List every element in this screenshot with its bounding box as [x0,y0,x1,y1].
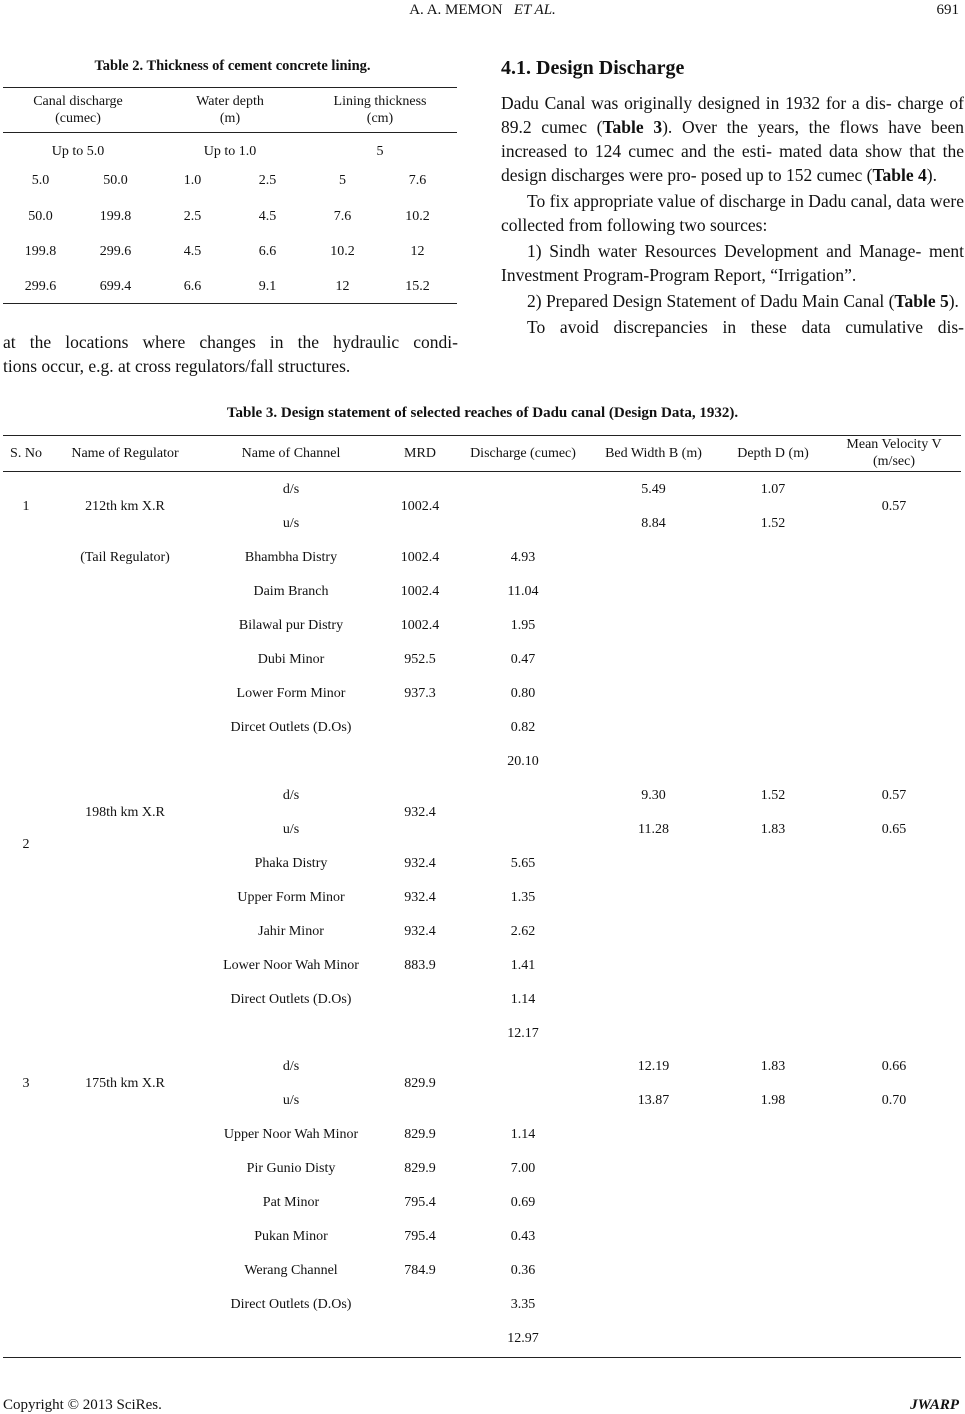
table2-cell: 12 [410,244,425,259]
table3-depth: 1.98 [760,1093,786,1108]
table3-header-channel: Name of Channel [241,446,341,461]
table2-cell: 5 [376,144,384,159]
table2-col-lining: Lining thickness (cm) [333,94,427,126]
table3-channel-discharge: 1.95 [510,618,536,633]
table3-upstream-label: u/s [282,1093,300,1108]
table3-channel-mrd: 829.9 [404,1127,436,1142]
table3-bed-width: 11.28 [638,822,669,837]
table3-channel-name: Direct Outlets (D.Os) [230,1297,352,1312]
table3-bottom-rule [3,1357,961,1358]
table3-bed-width: 13.87 [637,1093,670,1108]
table3-channel-discharge: 0.43 [510,1229,536,1244]
table2-cell: 4.5 [183,244,202,259]
table3-channel-mrd: 883.9 [404,958,436,973]
table3-channel-discharge: 11.04 [507,584,539,599]
table3-channel-mrd: 932.4 [404,890,436,905]
table3-channel-name: Pukan Minor [254,1229,328,1244]
table2-cell: 2.5 [183,209,202,224]
section-heading: 4.1. Design Discharge [501,57,685,79]
table3-header-depth: Depth D (m) [737,446,809,461]
table3-channel-name: Bhambha Distry [244,550,338,565]
table3-channel-mrd: 829.9 [404,1161,436,1176]
table3-total-discharge: 12.17 [507,1026,539,1041]
table3-mean-velocity: 0.70 [881,1093,907,1108]
table3-channel-mrd: 795.4 [404,1229,436,1244]
table3-channel-discharge: 0.47 [510,652,536,667]
table3-channel-mrd: 937.3 [404,686,436,701]
footer-copyright: Copyright © 2013 SciRes. [3,1397,162,1413]
table3-downstream-label: d/s [282,1059,300,1074]
table2-cell: 199.8 [99,209,132,224]
table2-cell: 50.0 [28,209,53,224]
table3-channel-discharge: 1.35 [510,890,536,905]
table3-mean-velocity: 0.57 [881,499,907,514]
table3-depth: 1.83 [760,822,786,837]
table3-channel-discharge: 3.35 [510,1297,536,1312]
table3-regulator-mrd: 1002.4 [400,499,440,514]
table3-channel-mrd: 1002.4 [400,550,440,565]
table2-cell: 1.0 [183,173,202,188]
running-head [0,0,965,26]
table3-top-rule [3,435,961,436]
table2-cell: 4.5 [258,209,277,224]
table3-channel-name: Daim Branch [253,584,329,599]
table2-cell: 5.0 [31,173,50,188]
table2-cell: 199.8 [24,244,57,259]
section-body [501,91,964,339]
left-text-line: tions occur, e.g. at cross regulators/fall structures. [3,356,351,376]
table3-mean-velocity: 0.57 [881,788,907,803]
table3-channel-discharge: 1.14 [510,992,536,1007]
table3-channel-name: Upper Form Minor [237,890,345,905]
table3-channel-mrd: 1002.4 [400,618,440,633]
table3-header-discharge: Discharge (cumec) [470,446,576,461]
table3-serial-number: 3 [22,1076,30,1091]
left-text-line: at the locations where changes in the hydraulic condi- [3,332,458,352]
table3-channel-name: Dubi Minor [257,652,325,667]
table3-bed-width: 5.49 [641,482,666,497]
table3-channel-mrd: 784.9 [404,1263,436,1278]
table2-bottom-rule [3,303,457,304]
table3-channel-name: Dircet Outlets (D.Os) [230,720,352,735]
table3-regulator-name: 198th km X.R [85,805,165,820]
table3-channel-discharge: 0.69 [510,1195,536,1210]
table2-cell: 15.2 [405,279,430,294]
paragraph-discharge-history: Dadu Canal was originally designed in 1932 for a dis- charge of 89.2 cumec (Table 3). Over the years, the flows have been increased to 124 cumec and the esti- mated data show that the design discharges were pro- posed up to 152 cumec (Table 4). [501,93,964,185]
table3-header-sno: S. No [10,446,42,461]
table2-col-discharge: Canal discharge (cumec) [33,94,123,126]
table3-channel-discharge: 2.62 [510,924,536,939]
table2-cell: 9.1 [258,279,277,294]
table2-cell: 12 [335,279,350,294]
table3-channel-name: Bilawal pur Distry [238,618,344,633]
table3-caption: Table 3. Design statement of selected reaches of Dadu canal (Design Data, 1932). [226,405,739,421]
table3-channel-discharge: 5.65 [510,856,536,871]
table3-mean-velocity: 0.66 [881,1059,907,1074]
table3-downstream-label: d/s [282,788,300,803]
table2-header-rule [3,132,457,133]
page-number: 691 [936,2,959,18]
table3-depth: 1.07 [760,482,786,497]
table3-channel-name: Pat Minor [262,1195,320,1210]
table2-cell: 299.6 [99,244,132,259]
table2-cell: 699.4 [99,279,132,294]
table3-channel-name: Pir Gunio Disty [246,1161,336,1176]
table3-depth: 1.52 [760,516,786,531]
table2-cell: 10.2 [405,209,430,224]
table3-channel-discharge: 0.80 [510,686,536,701]
table3-channel-discharge: 7.00 [510,1161,536,1176]
table2-cell: 299.6 [24,279,57,294]
table3-regulator-name: 175th km X.R [85,1076,165,1091]
table2-cell: 5 [339,173,346,188]
paragraph-discrepancies: To avoid discrepancies in these data cumulative dis- [527,317,964,337]
table3-bed-width: 9.30 [641,788,666,803]
table3-channel-mrd: 1002.4 [400,584,440,599]
table3-channel-name: Direct Outlets (D.Os) [230,992,352,1007]
table3-channel-name: Upper Noor Wah Minor [223,1127,359,1142]
table3-channel-mrd: 932.4 [404,924,436,939]
table3-channel-name: Werang Channel [244,1263,338,1278]
table2-cell: 2.5 [258,173,277,188]
table3-channel-name: Lower Noor Wah Minor [223,958,359,973]
table3-channel-mrd: 932.4 [404,856,436,871]
table3-header-bed-width: Bed Width B (m) [605,446,702,461]
table2-cell: 50.0 [103,173,128,188]
table3-channel-discharge: 0.82 [510,720,536,735]
table3-regulator-mrd: 932.4 [404,805,436,820]
table2-cell: 7.6 [333,209,352,224]
table2-cell: 10.2 [330,244,355,259]
paragraph-source-2: 2) Prepared Design Statement of Dadu Main Canal (Table 5). [527,291,959,311]
table3-header-rule [3,471,961,472]
table3-depth: 1.52 [760,788,786,803]
table3-downstream-label: d/s [282,482,300,497]
table3-channel-name: Jahir Minor [258,924,324,939]
table3-bed-width: 12.19 [637,1059,670,1074]
table3-channel-discharge: 0.36 [510,1263,536,1278]
table3-total-discharge: 12.97 [507,1331,539,1346]
table3-channel-mrd: 795.4 [404,1195,436,1210]
table3-header-velocity: Mean Velocity V (m/sec) [846,437,942,469]
table3-total-discharge: 20.10 [507,754,539,769]
table2-cell: Up to 5.0 [51,144,105,159]
table3-serial-number: 1 [22,499,30,514]
paragraph-source-1: 1) Sindh water Resources Development and Manage- ment Investment Program-Program Report, “Irrigation”. [501,241,964,285]
table3-channel-name: Lower Form Minor [236,686,346,701]
running-head-author: A. A. MEMON ET AL. [409,2,556,18]
table3-channel-name: Phaka Distry [254,856,328,871]
table3-upstream-label: u/s [282,516,300,531]
table3-channel-discharge: 4.93 [510,550,536,565]
table3-reference[interactable]: Table 3 [602,117,663,137]
table2-cell: 6.6 [258,244,277,259]
table3-regulator-name: 212th km X.R [85,499,165,514]
paragraph-sources-intro: To fix appropriate value of discharge in Dadu canal, data were collected from following two sources: [501,191,964,235]
footer-journal: JWARP [910,1397,959,1413]
table3-serial-number: 2 [22,837,30,852]
left-column-paragraph [3,330,458,378]
table3-header-mrd: MRD [404,446,436,461]
table3-header-regulator: Name of Regulator [71,446,179,461]
table3-regulator-note: (Tail Regulator) [80,550,170,565]
table3-channel-discharge: 1.41 [510,958,536,973]
table3-mean-velocity: 0.65 [881,822,907,837]
table2-caption: Table 2. Thickness of cement concrete lining. [94,58,371,74]
table3-depth: 1.83 [760,1059,786,1074]
table3-regulator-mrd: 829.9 [404,1076,436,1091]
table4-reference[interactable]: Table 4 [872,165,927,185]
table2-col-depth: Water depth (m) [196,94,264,126]
table2-cell: Up to 1.0 [203,144,257,159]
table3-channel-discharge: 1.14 [510,1127,536,1142]
table3-bed-width: 8.84 [641,516,666,531]
table5-reference[interactable]: Table 5 [894,291,949,311]
table2-cell: 7.6 [408,173,427,188]
table3-upstream-label: u/s [282,822,300,837]
table3-channel-mrd: 952.5 [404,652,436,667]
table2-top-rule [3,87,457,88]
table2-cell: 6.6 [183,279,202,294]
